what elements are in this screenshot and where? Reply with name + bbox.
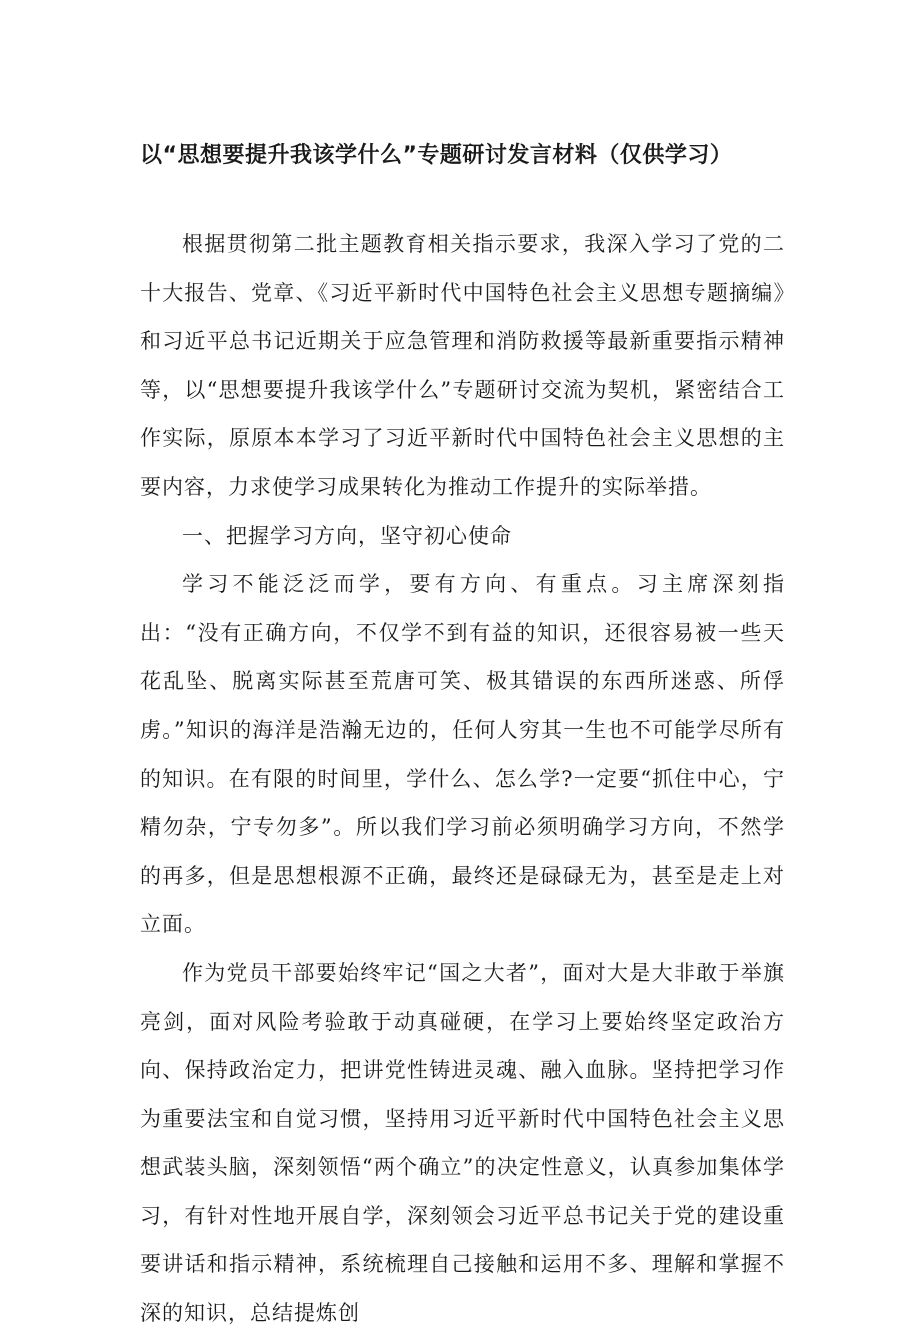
paragraph-party-cadre: 作为党员干部要始终牢记“国之大者”，面对大是大非敢于举旗亮剑，面对风险考验敢于动真碰硬，在学习上要始终坚定政治方向、保持政治定力，把讲党性铸进灵魂、融入血脉。坚持把学习作为重要法宝和自觉习惯，坚持用习近平新时代中国特色社会主义思想武装头脑，深刻领悟“两个确立”的决定性意义，认真参加集体学习，有针对性地开展自学，深刻领会习近平总书记关于党的建设重要讲话和指示精神，系统梳理自己接触和运用不多、理解和掌握不深的知识，总结提炼创 [140,960,785,1326]
document-title: 以“思想要提升我该学什么”专题研讨发言材料（仅供学习） [140,143,733,168]
paragraph-intro: 根据贯彻第二批主题教育相关指示要求，我深入学习了党的二十大报告、党章、《习近平新时代中国特色社会主义思想专题摘编》和习近平总书记近期关于应急管理和消防救援等最新重要指示精神等，以“思想要提升我该学什么”专题研讨交流为契机，紧密结合工作实际，原原本本学习了习近平新时代中国特色社会主义思想的主要内容，力求使学习成果转化为推动工作提升的实际举措。 [140,232,785,499]
paragraph-learning-direction: 学习不能泛泛而学，要有方向、有重点。习主席深刻指出：“没有正确方向，不仅学不到有益的知识，还很容易被一些天花乱坠、脱离实际甚至荒唐可笑、极其错误的东西所迷惑、所俘虏。”知识的海洋是浩瀚无边的，任何人穷其一生也不可能学尽所有的知识。在有限的时间里，学什么、怎么学?一定要“抓住中心，宁精勿杂，宁专勿多”。所以我们学习前必须明确学习方向，不然学的再多，但是思想根源不正确，最终还是碌碌无为，甚至是走上对立面。 [140,572,785,937]
document-body [140,220,785,1338]
section-heading-1: 一、把握学习方向，坚守初心使命 [182,523,512,548]
